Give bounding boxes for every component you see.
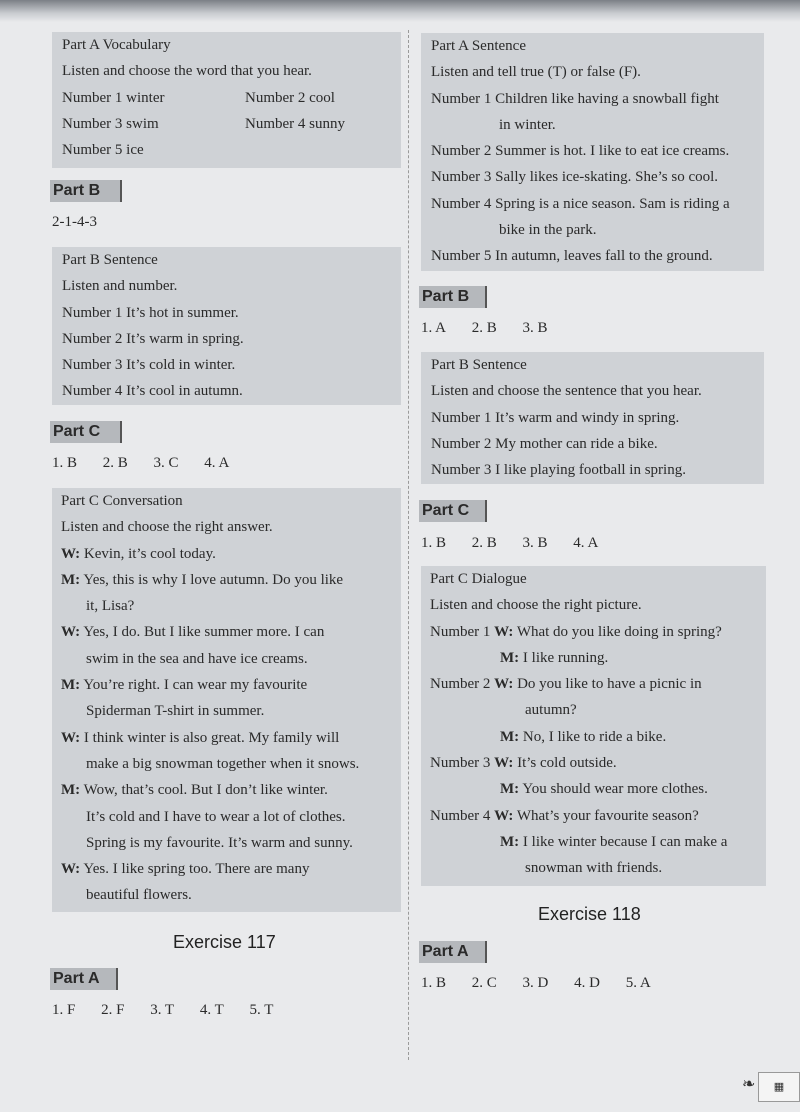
box-title: Part A Vocabulary <box>62 37 171 53</box>
answer: 3. B <box>522 320 548 336</box>
box-title: Part C Conversation <box>61 493 183 509</box>
answer: 2. F <box>101 1002 125 1018</box>
part-header: Part B <box>50 180 122 202</box>
speaker: M: <box>500 728 520 745</box>
answer: 2. B <box>102 455 128 471</box>
answer: 3. B <box>522 535 548 551</box>
page-top-edge <box>0 0 800 22</box>
answer-line <box>52 1002 295 1019</box>
conv-line <box>61 698 401 724</box>
vocab-item: Number 1 winter <box>62 89 165 106</box>
speaker: W: <box>61 729 81 746</box>
conv-text: Yes, I do. But I like summer more. I can <box>83 624 325 641</box>
part-header: Part B <box>419 286 487 308</box>
answer-line <box>421 320 570 337</box>
conv-line <box>61 619 401 645</box>
vocab-item: Number 3 swim <box>62 115 159 132</box>
column-divider <box>408 30 409 1060</box>
dialogue-text: What do you like doing in spring? <box>516 623 722 640</box>
answer: 5. T <box>249 1002 274 1018</box>
left-parta-vocabulary-box <box>52 32 401 168</box>
dialogue-text: I like winter because I can make a <box>522 833 728 850</box>
sentence-item: Number 1 It’s hot in summer. <box>62 304 239 321</box>
sentence-line: Number 1 Children like having a snowball fight <box>431 90 719 107</box>
dialogue-text: No, I like to ride a bike. <box>522 728 667 745</box>
right-partb-sentence-box <box>421 352 764 484</box>
speaker: W: <box>494 676 514 693</box>
conv-text: make a big snowman together when it snows. <box>86 755 360 772</box>
conv-line <box>61 804 401 830</box>
answer: 4. D <box>574 975 600 991</box>
speaker: W: <box>61 545 81 562</box>
speaker: M: <box>500 781 520 798</box>
dialogue-text: autumn? <box>525 702 577 719</box>
conv-line <box>61 882 401 908</box>
part-header: Part A <box>50 968 118 990</box>
box-instruction: Listen and choose the sentence that you hear. <box>431 383 702 400</box>
dialogue-number: Number 2 <box>430 676 491 693</box>
answer: 1. A <box>421 320 447 336</box>
qr-code-icon: ▦ <box>758 1072 800 1102</box>
right-parta-sentence-box <box>421 33 764 271</box>
vocab-item: Number 5 ice <box>62 142 144 159</box>
box-title: Part B Sentence <box>62 252 158 268</box>
sentence-line: Number 5 In autumn, leaves fall to the ground. <box>431 248 713 265</box>
speaker: M: <box>61 571 81 588</box>
vocab-item: Number 2 cool <box>245 89 335 106</box>
sentence-item: Number 4 It’s cool in autumn. <box>62 383 243 400</box>
conv-line <box>61 541 401 567</box>
part-header: Part C <box>419 500 487 522</box>
exercise-title: Exercise 118 <box>538 904 641 924</box>
answer: 5. A <box>625 975 651 991</box>
answer: 2. B <box>471 320 497 336</box>
conv-text: You’re right. I can wear my favourite <box>83 677 308 694</box>
bookmark-icon: ❧ <box>742 1074 756 1093</box>
speaker: M: <box>500 833 520 850</box>
dialogue-text: What’s your favourite season? <box>516 807 699 824</box>
vocab-row <box>62 85 401 111</box>
box-instruction: Listen and choose the right picture. <box>430 597 642 614</box>
sentence-line: Number 3 Sally likes ice-skating. She’s so cool. <box>431 169 719 186</box>
dialogue-number: Number 1 <box>430 623 491 640</box>
answer: 1. B <box>52 455 78 471</box>
box-instruction: Listen and tell true (T) or false (F). <box>431 64 641 81</box>
box-instruction: Listen and number. <box>62 278 178 295</box>
dialogue-line <box>430 803 766 829</box>
sentence-item: Number 3 I like playing football in spring. <box>431 462 686 479</box>
answer: 1. B <box>421 535 447 551</box>
sentence-item: Number 2 My mother can ride a bike. <box>431 435 658 452</box>
conv-line <box>61 751 401 777</box>
answer: 1. F <box>52 1002 76 1018</box>
conv-text: Yes. I like spring too. There are many <box>83 861 310 878</box>
conv-line <box>61 856 401 882</box>
dialogue-line <box>430 776 766 802</box>
answer: 2. C <box>471 975 497 991</box>
dialogue-line <box>430 697 766 723</box>
answer: 3. D <box>522 975 549 991</box>
dialogue-number: Number 4 <box>430 807 491 824</box>
dialogue-line <box>430 855 766 881</box>
answer: 3. T <box>150 1002 175 1018</box>
speaker: M: <box>61 782 81 799</box>
answer-line <box>421 975 673 992</box>
conv-line <box>61 593 401 619</box>
dialogue-text: Do you like to have a picnic in <box>517 676 702 693</box>
box-title: Part A Sentence <box>431 38 526 54</box>
dialogue-line <box>430 645 766 671</box>
answer: 1. B <box>421 975 447 991</box>
part-header: Part C <box>50 421 122 443</box>
conv-line <box>61 567 401 593</box>
speaker: W: <box>494 623 514 640</box>
left-partb-sentence-box <box>52 247 401 405</box>
speaker: M: <box>500 649 520 666</box>
exercise-title: Exercise 117 <box>173 932 276 952</box>
dialogue-text: snowman with friends. <box>525 860 663 877</box>
dialogue-line <box>430 750 766 776</box>
dialogue-line <box>430 724 766 750</box>
speaker: W: <box>61 624 81 641</box>
speaker: W: <box>494 755 514 772</box>
answer: 4. A <box>573 535 599 551</box>
conv-text: Kevin, it’s cool today. <box>83 545 216 562</box>
answer-line <box>52 455 251 472</box>
left-partc-conversation-box <box>52 488 401 912</box>
answer: 2. B <box>471 535 497 551</box>
right-partc-dialogue-box <box>421 566 766 886</box>
dialogue-text: I like running. <box>522 649 609 666</box>
dialogue-number: Number 3 <box>430 755 491 772</box>
conv-line <box>61 725 401 751</box>
conv-text: Wow, that’s cool. But I don’t like winter. <box>83 782 328 799</box>
sentence-line: Number 4 Spring is a nice season. Sam is riding a <box>431 195 730 212</box>
answer: 3. C <box>153 455 179 471</box>
conv-text: it, Lisa? <box>86 598 135 615</box>
conv-line <box>61 830 401 856</box>
sentence-line: in winter. <box>499 116 556 133</box>
sentence-line: Number 2 Summer is hot. I like to eat ice creams. <box>431 143 730 160</box>
sentence-line: bike in the park. <box>499 222 597 239</box>
conv-text: Spiderman T-shirt in summer. <box>86 703 265 720</box>
box-title: Part C Dialogue <box>430 571 527 587</box>
conv-text: Spring is my favourite. It’s warm and sunny. <box>86 834 353 851</box>
conv-text: beautiful flowers. <box>86 887 192 904</box>
conv-text: It’s cold and I have to wear a lot of clothes. <box>86 808 346 825</box>
vocab-item: Number 4 sunny <box>245 115 345 132</box>
dialogue-text: It’s cold outside. <box>517 755 617 772</box>
box-instruction: Listen and choose the word that you hear. <box>62 63 312 80</box>
conv-text: Yes, this is why I love autumn. Do you like <box>83 571 344 588</box>
answer: 4. A <box>204 455 230 471</box>
answer-line <box>421 535 620 552</box>
speaker: W: <box>61 861 81 878</box>
answer: 4. T <box>199 1002 224 1018</box>
conv-line <box>61 646 401 672</box>
conv-text: swim in the sea and have ice creams. <box>86 650 308 667</box>
vocab-row <box>62 111 401 137</box>
answer-line: 2-1-4-3 <box>52 214 97 230</box>
part-header: Part A <box>419 941 487 963</box>
dialogue-line <box>430 671 766 697</box>
speaker: W: <box>494 807 514 824</box>
speaker: M: <box>61 677 81 694</box>
dialogue-line <box>430 619 766 645</box>
conv-text: I think winter is also great. My family will <box>83 729 340 746</box>
conv-line <box>61 777 401 803</box>
dialogue-line <box>430 829 766 855</box>
dialogue-text: You should wear more clothes. <box>522 781 708 798</box>
box-instruction: Listen and choose the right answer. <box>61 519 273 536</box>
conv-line <box>61 672 401 698</box>
box-title: Part B Sentence <box>431 357 527 373</box>
sentence-item: Number 3 It’s cold in winter. <box>62 357 236 374</box>
sentence-item: Number 2 It’s warm in spring. <box>62 330 244 347</box>
sentence-item: Number 1 It’s warm and windy in spring. <box>431 409 680 426</box>
